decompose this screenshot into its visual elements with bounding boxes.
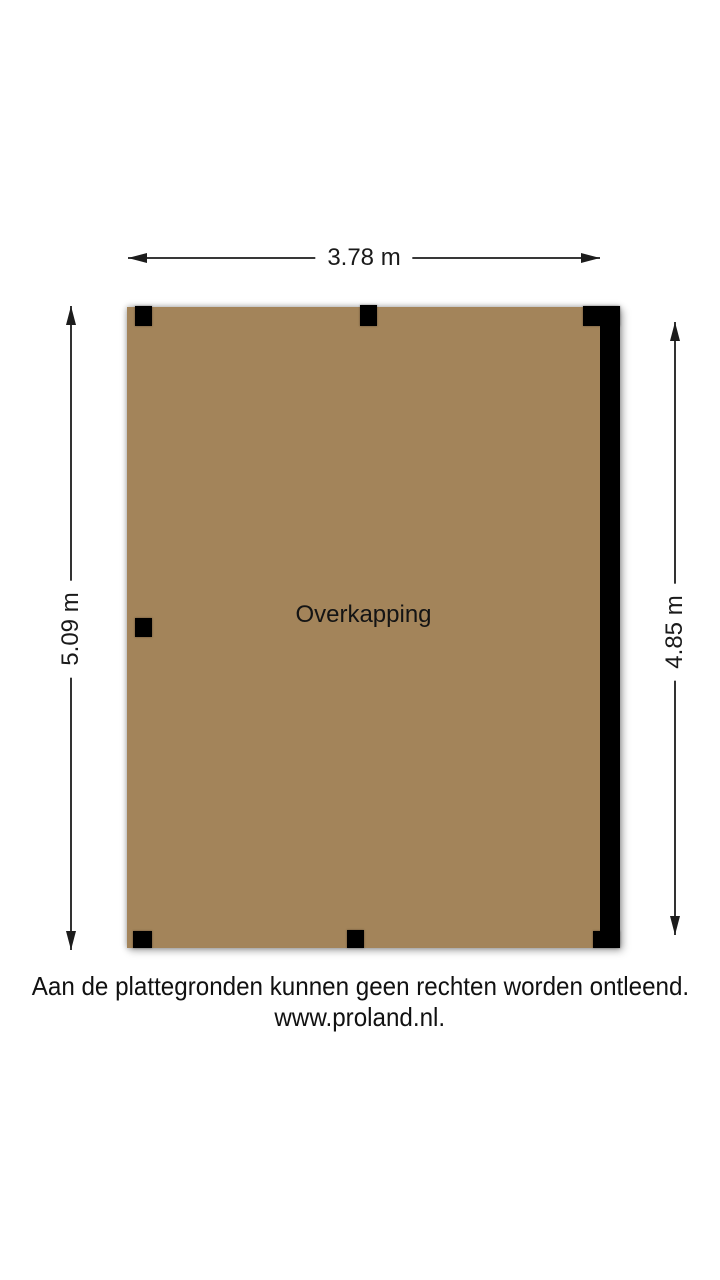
left-dimension-label: 5.09 m [58, 580, 84, 677]
top-dimension-label: 3.78 m [315, 245, 412, 271]
footer-disclaimer [0, 971, 720, 1033]
post-bottom-right [593, 931, 620, 948]
right-wall [600, 307, 620, 948]
right-dimension-label: 4.85 m [662, 583, 688, 680]
post-bottom-center [347, 930, 364, 948]
right-dim-arrow-bottom-icon [670, 916, 680, 935]
post-bottom-left [133, 931, 152, 948]
disclaimer-line [0, 971, 720, 1002]
top-dim-arrow-right-icon [581, 253, 600, 263]
right-dim-arrow-top-icon [670, 322, 680, 341]
post-top-center [360, 305, 377, 326]
left-dim-arrow-top-icon [66, 306, 76, 325]
left-dim-arrow-bottom-icon [66, 931, 76, 950]
room-overkapping [127, 307, 620, 948]
top-dim-arrow-left-icon [128, 253, 147, 263]
website-line [0, 1002, 720, 1033]
room-label: Overkapping [295, 601, 432, 628]
website-text: www.proland.nl. [274, 1002, 446, 1032]
post-top-left [135, 306, 152, 326]
post-top-right [583, 306, 620, 326]
disclaimer-text: Aan de plattegronden kunnen geen rechten worden ontleend. [31, 971, 689, 1001]
